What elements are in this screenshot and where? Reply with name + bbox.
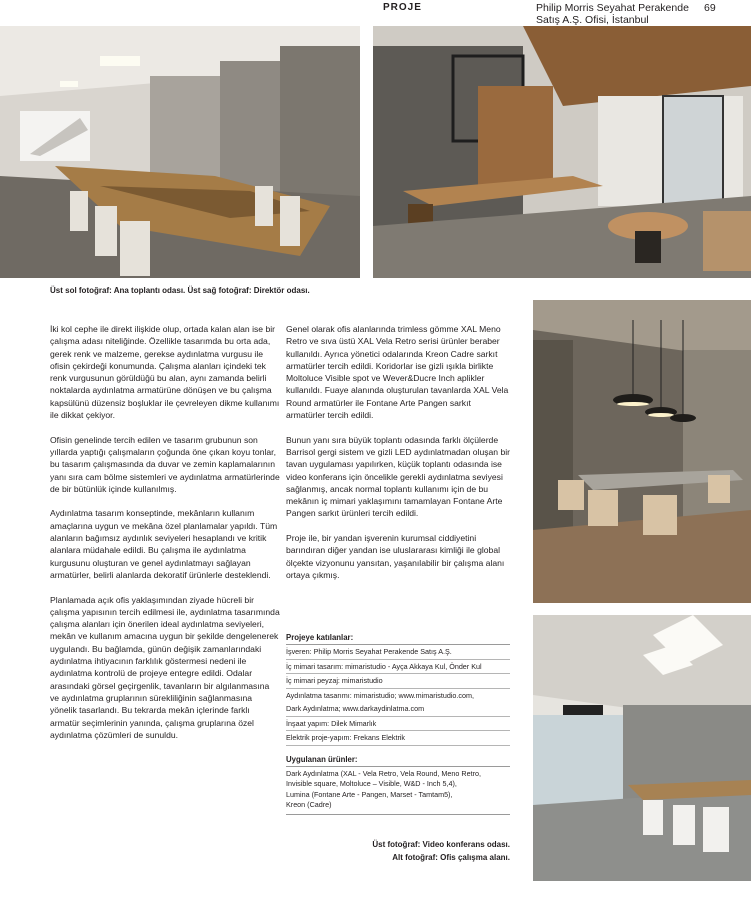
photo-main-meeting-room — [0, 26, 360, 278]
paragraph: Aydınlatma tasarım konseptinde, mekânların kullanım amaçlarına uygun ve mekâna özel planlamalar yapıldı. Tüm alanların bağımsız aydınlık seviyeleri hesaplandı ve kritik alanlara müdahale edildi. Bu çalışma ile aydınlatma kurgusunu oluşturan ve genel aydınlatmayı sağlayan armatürler, belirli alanlarda dekoratif ürünlerle desteklendi. — [50, 508, 278, 580]
project-credits-box — [286, 632, 510, 815]
credit-row: İnşaat yapım: Dilek Mimarlık — [286, 717, 510, 732]
products-list — [286, 767, 510, 815]
article-title: Philip Morris Seyahat Perakende Satış A.Ş. Ofisi, İstanbul — [536, 2, 689, 26]
paragraph: Genel olarak ofis alanlarında trimless gömme XAL Meno Retro ve sıva üstü XAL Vela Retro serisi ürünler beraber kullanıldı. Ayrıca yönetici odalarında Kreon Cadre sarkıt armatürler tercih edildi. Koridorlar ise gizli ışıkla birlikte Moltoluce Visible spot ve Wever&Ducre Inch aplikler kullanıldı. Fuaye alanında oluşturulan tavanlarda XAL Vela Round armatürler ile Fontane Arte Pangen sarkıt armatürler tercih edildi. — [286, 324, 509, 421]
caption-video-conference: Üst fotoğraf: Video konferans odası. — [372, 840, 510, 849]
product-line: Kreon (Cadre) — [286, 800, 332, 810]
credit-row: Elektrik proje-yapım: Frekans Elektrik — [286, 731, 510, 746]
body-column-middle — [286, 323, 511, 594]
credit-row: Dark Aydınlatma; www.darkaydinlatma.com — [286, 702, 510, 717]
paragraph: Bunun yanı sıra büyük toplantı odasında farklı ölçülerde Barrisol gergi sistem ve gizli LED aydınlatmadan oluşan bir tavan uygulaması yapılırken, küçük toplantı odasında ise video konferans için öncelikle gerekli aydınlatma seviyesi sağlanmış, ancak normal toplantı kullanımı için de bu mekânın iç mimari yaklaşımını tamamlayan Fontane Arte Pangen sarkıt ürünleri tercih edildi. — [286, 434, 511, 519]
paragraph: İki kol cephe ile direkt ilişkide olup, ortada kalan alan ise bir çalışma adası niteliğinde. Özellikle tasarımda bu orta ada, gerek renk ve malzeme, gerekse aydınlatma vurgusu ile ofisin çekirdeği konumunda. Çalışma alanları içindeki tek renk vurgusunun görüldüğü bu alan, aynı zamanda belirli noktalarda aydınlatma armatürüne dönüşen ve bu çalışma kapsülünü düzensiz boşluklar ile çevreleyen dikme kullanımı ile dikkat çekiyor. — [50, 324, 280, 421]
product-line: Invisible square, Moltoluce – Visible, W&D - Inch 5,4), — [286, 779, 457, 789]
credit-row: İç mimari peyzaj: mimaristudio — [286, 674, 510, 689]
photo-office-work-area — [533, 615, 751, 881]
caption-office-work-area: Alt fotoğraf: Ofis çalışma alanı. — [392, 853, 510, 862]
photo-director-room — [373, 26, 751, 278]
credits-title: Projeye katılanlar: — [286, 632, 510, 645]
paragraph: Ofisin genelinde tercih edilen ve tasarım grubunun son yıllarda yaptığı çalışmaların çoğunda öne çıkan koyu tonlar, bu tasarım çalışmasında da duvar ve zemin kaplamalarının yanı sıra cam bölme sistemleri ve aydınlatma armatürlerinde de bir bütünlük içinde kullanılmış. — [50, 434, 280, 494]
product-line: Dark Aydınlatma (XAL - Vela Retro, Vela Round, Meno Retro, — [286, 768, 481, 778]
credit-row: İç mimari tasarım: mimaristudio - Ayça Akkaya Kul, Önder Kul — [286, 660, 510, 675]
paragraph: Planlamada açık ofis yaklaşımından ziyade hücreli bir çalışma yapısının tercih edilmesi ile, aydınlatma tasarımında çalışma alanları için önerilen ideal aydınlatma seviyeleri, mekân ve kullanım amacına uygun bir şekilde dengelenerek uygulandı. Bu bağlamda, günün değişik zamanlarındaki aydınlatma ihtiyacının farklılık göstermesi nedeni ile aydınlatma kontrolü de projeye entegre edildi. Odalar arasındaki görsel geçirgenlik, tavanların bir algılanmasına ve aydınlatma gruplarının sürekliliğinin sağlanmasına yönelik tasarlandı. Bu tekrarda mekân içlerinde farklı armatür seçimlerinin yanında, çalışma gruplarına özel aydınlatma çözümleri de sunuldu. — [50, 594, 280, 740]
photo-video-conference-room — [533, 300, 751, 603]
page-number: 69 — [704, 2, 716, 14]
credit-row: İşveren: Philip Morris Seyahat Perakende Satış A.Ş. — [286, 645, 510, 660]
section-label: PROJE — [383, 2, 422, 13]
products-title: Uygulanan ürünler: — [286, 754, 510, 767]
product-line: Lumina (Fontane Arte - Pangen, Marset - Tamtam5), — [286, 789, 453, 799]
body-column-left — [50, 323, 280, 753]
paragraph: Proje ile, bir yandan işverenin kurumsal ciddiyetini barındıran diğer yandan ise uluslararası kimliği ile global ölçekte vizyonunu yansıtan, yaşanılabilir bir çalışma alanı ortaya çıkmış. — [286, 533, 505, 580]
caption-top-photos: Üst sol fotoğraf: Ana toplantı odası. Üst sağ fotoğraf: Direktör odası. — [50, 286, 310, 295]
credit-row: Aydınlatma tasarımı: mimaristudio; www.mimaristudio.com, — [286, 690, 474, 700]
